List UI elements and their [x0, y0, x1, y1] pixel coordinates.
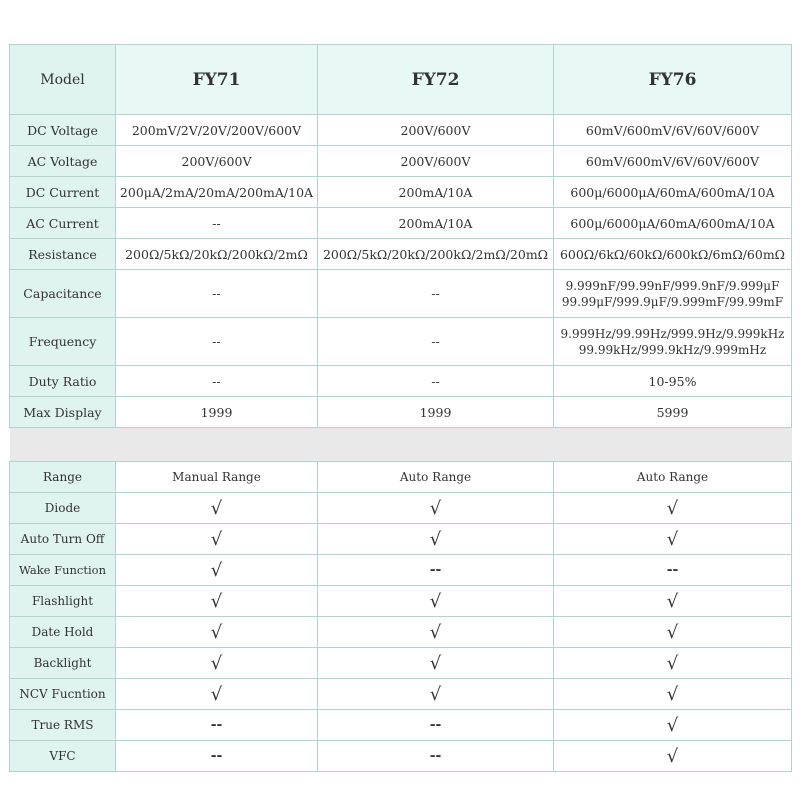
feature-row-flashlight	[10, 586, 792, 617]
cell-line: 9.999nF/99.99nF/999.9nF/9.999μF	[565, 278, 780, 293]
cell-fy72: 200mA/10A	[318, 177, 554, 208]
feature-row-backlight	[10, 648, 792, 679]
cell-fy72: 200V/600V	[318, 146, 554, 177]
spec-row-ac-current	[10, 208, 792, 239]
row-label: Date Hold	[10, 617, 116, 648]
row-label: Auto Turn Off	[10, 524, 116, 555]
row-label: Range	[10, 462, 116, 493]
feature-row-ncv-function	[10, 679, 792, 710]
feature-row-vfc	[10, 741, 792, 772]
cell-fy71: 200mV/2V/20V/200V/600V	[116, 115, 318, 146]
check-mark-cell: √	[554, 493, 792, 524]
row-label: Max Display	[10, 397, 116, 428]
cell-fy71: Manual Range	[116, 462, 318, 493]
row-label: Capacitance	[10, 270, 116, 318]
check-mark-cell: √	[318, 524, 554, 555]
cell-fy76: 600μ/6000μA/60mA/600mA/10A	[554, 177, 792, 208]
check-mark-cell: √	[318, 679, 554, 710]
check-mark-cell: √	[116, 648, 318, 679]
cell-fy72: 200V/600V	[318, 115, 554, 146]
feature-row-wake-function	[10, 555, 792, 586]
cell-fy72: 200mA/10A	[318, 208, 554, 239]
row-label: Diode	[10, 493, 116, 524]
feature-row-range	[10, 462, 792, 493]
header-row	[10, 45, 792, 115]
row-label: VFC	[10, 741, 116, 772]
divider-band	[10, 428, 792, 462]
row-label: AC Voltage	[10, 146, 116, 177]
row-label: Resistance	[10, 239, 116, 270]
row-label: DC Current	[10, 177, 116, 208]
cell-fy72: 200Ω/5kΩ/20kΩ/200kΩ/2mΩ/20mΩ	[318, 239, 554, 270]
spec-row-duty-ratio	[10, 366, 792, 397]
row-label: DC Voltage	[10, 115, 116, 146]
spec-row-resistance	[10, 239, 792, 270]
not-supported-cell: --	[318, 555, 554, 586]
cell-fy71: 200μA/2mA/20mA/200mA/10A	[116, 177, 318, 208]
model-fy76-header: FY76	[554, 45, 792, 115]
check-mark-cell: √	[554, 648, 792, 679]
cell-fy76: 60mV/600mV/6V/60V/600V	[554, 115, 792, 146]
cell-fy76: 60mV/600mV/6V/60V/600V	[554, 146, 792, 177]
not-supported-cell: --	[554, 555, 792, 586]
not-supported-cell: --	[116, 710, 318, 741]
spec-row-frequency	[10, 318, 792, 366]
not-supported-cell: --	[116, 741, 318, 772]
cell-fy76	[554, 318, 792, 366]
cell-fy76: 600Ω/6kΩ/60kΩ/600kΩ/6mΩ/60mΩ	[554, 239, 792, 270]
section-divider	[10, 428, 792, 462]
spec-row-capacitance	[10, 270, 792, 318]
spec-comparison-table	[9, 44, 792, 772]
check-mark-cell: √	[318, 648, 554, 679]
row-label: NCV Fucntion	[10, 679, 116, 710]
cell-fy71: --	[116, 208, 318, 239]
check-mark-cell: √	[554, 710, 792, 741]
cell-fy71: 200V/600V	[116, 146, 318, 177]
row-label: Frequency	[10, 318, 116, 366]
cell-fy72: Auto Range	[318, 462, 554, 493]
model-header-label: Model	[10, 45, 116, 115]
check-mark-cell: √	[116, 555, 318, 586]
spec-row-max-display	[10, 397, 792, 428]
check-mark-cell: √	[318, 493, 554, 524]
row-label: Flashlight	[10, 586, 116, 617]
spec-row-dc-current	[10, 177, 792, 208]
feature-row-date-hold	[10, 617, 792, 648]
cell-fy76: 10-95%	[554, 366, 792, 397]
cell-fy72: --	[318, 318, 554, 366]
spec-row-ac-voltage	[10, 146, 792, 177]
cell-fy72: --	[318, 366, 554, 397]
cell-fy72: --	[318, 270, 554, 318]
check-mark-cell: √	[116, 524, 318, 555]
cell-fy72: 1999	[318, 397, 554, 428]
model-fy71-header: FY71	[116, 45, 318, 115]
cell-fy76: Auto Range	[554, 462, 792, 493]
not-supported-cell: --	[318, 710, 554, 741]
check-mark-cell: √	[554, 524, 792, 555]
check-mark-cell: √	[554, 586, 792, 617]
cell-fy71: --	[116, 270, 318, 318]
row-label: Backlight	[10, 648, 116, 679]
not-supported-cell: --	[318, 741, 554, 772]
cell-line: 99.99μF/999.9μF/9.999mF/99.99mF	[561, 294, 784, 309]
cell-fy76: 5999	[554, 397, 792, 428]
cell-fy76: 600μ/6000μA/60mA/600mA/10A	[554, 208, 792, 239]
cell-fy71: --	[116, 366, 318, 397]
spec-row-dc-voltage	[10, 115, 792, 146]
cell-line: 9.999Hz/99.99Hz/999.9Hz/9.999kHz	[560, 326, 785, 341]
row-label: AC Current	[10, 208, 116, 239]
cell-fy71: 1999	[116, 397, 318, 428]
check-mark-cell: √	[554, 679, 792, 710]
cell-fy71: --	[116, 318, 318, 366]
cell-line: 99.99kHz/999.9kHz/9.999mHz	[578, 342, 767, 357]
row-label: Wake Function	[10, 555, 116, 586]
cell-fy76	[554, 270, 792, 318]
row-label: True RMS	[10, 710, 116, 741]
check-mark-cell: √	[554, 617, 792, 648]
check-mark-cell: √	[116, 493, 318, 524]
check-mark-cell: √	[116, 679, 318, 710]
feature-row-auto-turn-off	[10, 524, 792, 555]
check-mark-cell: √	[116, 586, 318, 617]
check-mark-cell: √	[116, 617, 318, 648]
model-fy72-header: FY72	[318, 45, 554, 115]
cell-fy71: 200Ω/5kΩ/20kΩ/200kΩ/2mΩ	[116, 239, 318, 270]
check-mark-cell: √	[318, 586, 554, 617]
feature-row-diode	[10, 493, 792, 524]
comparison-table-frame	[9, 44, 791, 772]
check-mark-cell: √	[318, 617, 554, 648]
row-label: Duty Ratio	[10, 366, 116, 397]
feature-row-true-rms	[10, 710, 792, 741]
check-mark-cell: √	[554, 741, 792, 772]
